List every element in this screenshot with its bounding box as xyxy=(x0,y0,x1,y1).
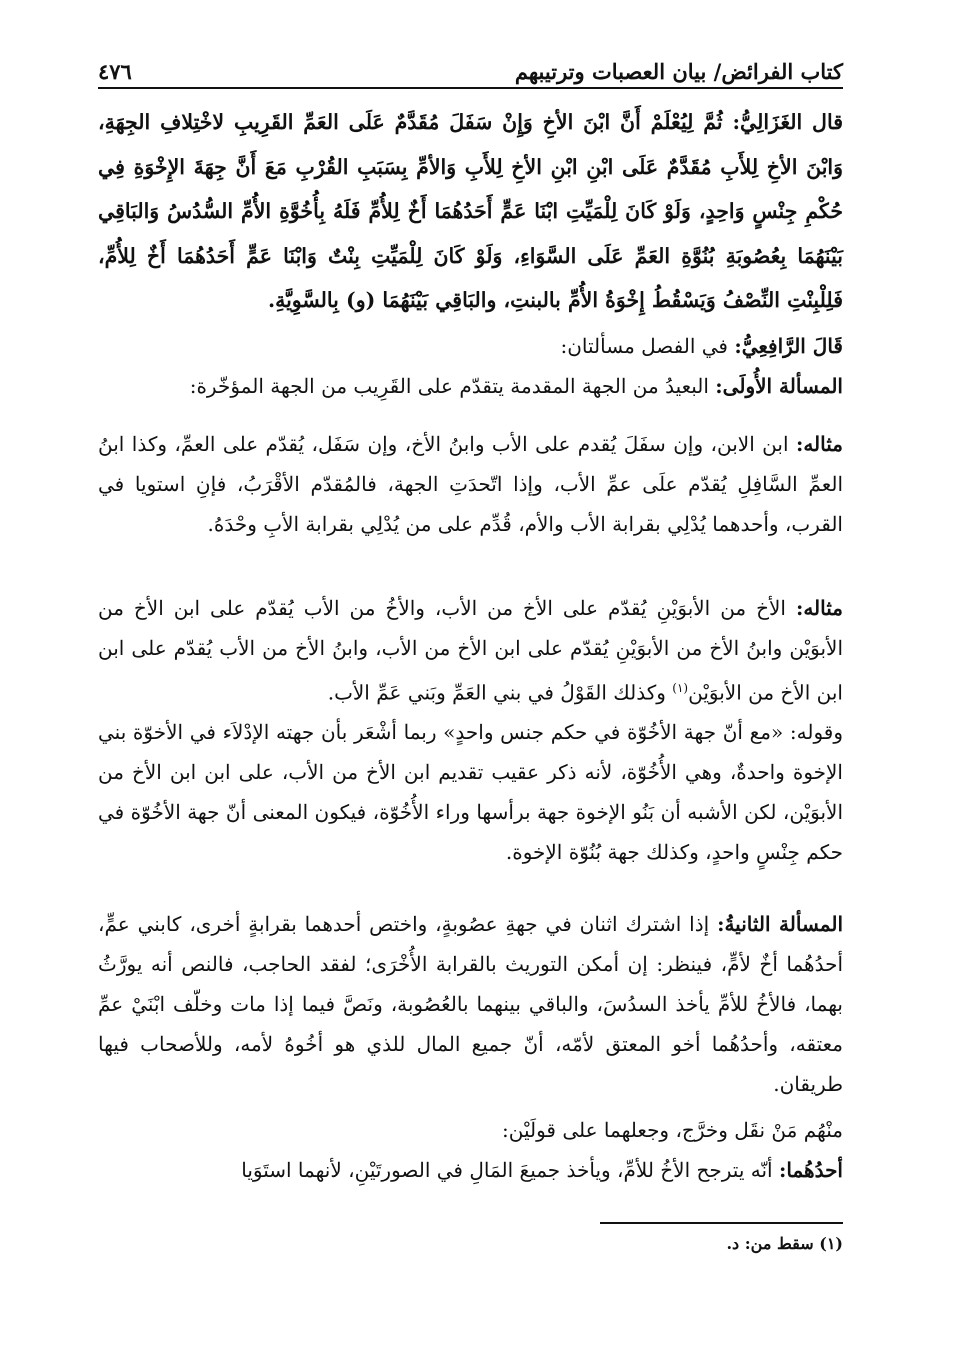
example-two xyxy=(98,588,843,713)
running-title: كتاب الفرائض/ بيان العصبات وترتيبهم xyxy=(514,59,843,84)
example-one-lead: مثاله: xyxy=(795,432,843,456)
scholars-line xyxy=(98,1110,843,1150)
second-issue-lead: المسألة الثانيةُ: xyxy=(717,912,844,936)
commentary-paragraph xyxy=(98,712,843,872)
second-issue-text: إذا اشترك اثنان في جهةِ عصُوبةٍ، واختص أحدهما بقرابةٍ أخرى، كابني عمٍّ، أحدُهُما أخٌ لأمٍّ، فينظر: إن أمكن التوريث بالقرابة الأُخْرَى؛ لفقد الحاجب، فالنص أنه يورَّثُ بهما، فالأخُ للأمِّ يأخذ السدُسَ، والباقي بينهما بالعُصُوبة، ونَصَّ فيما إذا مات وخلّف ابْنَيْ عمِّ معتقه، وأحدُهُما أخو المعتق لأمّه، أنّ جميع المال للذي هو أخُوهُ لأمه، وللأصحاب فيها طريقان. xyxy=(98,912,843,1096)
second-issue xyxy=(98,904,843,1104)
intro-text: في الفصل مسألتان: xyxy=(560,334,728,358)
example-one xyxy=(98,424,843,544)
rafii-intro xyxy=(98,326,843,366)
first-issue xyxy=(98,366,843,406)
first-issue-lead: المسألة الأُولَى: xyxy=(715,374,843,398)
footnote-reference[interactable]: (١) xyxy=(672,681,689,695)
first-opinion xyxy=(98,1150,843,1190)
first-issue-text: البعيدُ من الجهة المقدمة يتقدّم على القَرِيب من الجهة المؤخّرة: xyxy=(189,374,709,398)
header-divider xyxy=(98,87,843,89)
footnote xyxy=(600,1234,843,1253)
page-number: ٤٧٦ xyxy=(98,59,132,84)
ghazali-quote xyxy=(98,100,843,323)
footnote-divider xyxy=(600,1222,843,1224)
first-opinion-text: أنّه يترجح الأخُ للأمِّ، ويأخذ جميعَ المَالِ في الصورتَيْنِ، لأنهما استَوَيا xyxy=(241,1158,773,1182)
intro-lead: قَالَ الرَّافِعِيُّ: xyxy=(734,334,843,358)
page-header xyxy=(98,40,843,84)
example-one-text: ابن الابن، وإن سفَلَ يُقدم على الأب وابنُ الأخ، وإن سَفَل، يُقدّم على العمِّ، وكذا ابنُ العمِّ السَّافِلِ يُقدّم علَى عمِّ الأب، وإذا اتّحدَتِ الجهة، فالمُقدّم الأقْرَبُ، فإنِ استويا في القرب، وأحدهما يُدْلِي بقرابة الأب والأم، قُدِّم على من يُدْلِي بقرابة الأبِ وحْدَهُ. xyxy=(98,432,843,536)
example-two-lead: مثاله: xyxy=(795,596,843,620)
footnote-marker: (١) xyxy=(819,1234,843,1253)
footnote-text: سقط من: د. xyxy=(726,1234,814,1253)
quote-text: ثُمَّ لِيُعْلَمْ أَنَّ ابْنَ الأخِ وَإِنْ سَفَلَ مُقَدَّمٌ عَلَى العَمِّ القَرِيبِ لاخْتِلافِ الجِهَةِ، وَابْنَ الأخِ لِلأَبِ مُقَدَّمٌ عَلَى ابْنِ ابْنِ الأخِ لِلأَبِ وَالأمِّ بِسَبَبِ القُرْبِ مَعَ أَنَّ جِهَةَ الإِخْوَةِ فِي حُكْمِ جِنْسٍ وَاحِدٍ، وَلَوْ كَانَ لِلْمَيِّتِ ابْنَا عَمٍّ أَحَدُهُمَا أَخٌ لِلأُمِّ فَلَهُ بِأُخُوَّةِ الأُمِّ السُّدُسُ وَالبَاقِي بَيْنَهُمَا بِعُصُوبَةِ بُنُوَّةِ العَمِّ عَلَى السَّوَاءِ، وَلَوْ كَانَ لِلْمَيِّتِ بِنْتٌ وَابْنَا عَمٍّ أَحَدُهُمَا أَخٌ لِلأُمِّ، فَلِلْبِنْتِ النِّصْفُ وَيَسْقُطُ إِخْوَةُ الأُمِّ بالبنتِ، والبَاقِي بَيْنَهُمَا (و) بِالسَّوِيَّةِ. xyxy=(98,110,843,312)
example-two-text-after: وكذلك القَوْلُ في بني العَمِّ وبَني عَمِّ الأب. xyxy=(327,680,666,705)
scholars-text: منْهُم مَنْ نقَل وخرَّج، وجعلهما على قولَيْن: xyxy=(502,1118,843,1142)
example-two-text-before: الأخ من الأبوَيْنِ يُقدّم على الأخ من الأب، والأخُ من الأب يُقدّم على ابن الأخ من الأبوَيْن وابنُ الأخ من الأبوَيْنِ يُقدّم على ابن الأخ من الأب، وابنُ الأخ من الأب يُقدّم على ابن ابن الأخ من الأبوَيْن xyxy=(98,596,843,705)
commentary-text: وقوله: «مع أنّ جهة الأخُوّة في حكم جنس واحدٍ» ربما أشْعَر بأن جهته الإدْلاَء في الأخوّة بني الإخوة واحدةٌ، وهي الأُخُوّة، لأنه ذكر عقيب تقديم ابن الأخ من الأب، على ابن ابن الأخ من الأبوَيْن، لكن الأشبه أن بَنُو الإخوة جهة برأسها وراء الأُخُوّة، فيكون المعنى أنّ جهة الأخُوّة في حكم جِنْسٍ واحدٍ، وكذلك جهة بُنُوّة الإخوة. xyxy=(98,720,843,864)
first-opinion-lead: أحدُهُما: xyxy=(778,1158,843,1182)
quote-lead: قال الغَزَالِيُّ: xyxy=(732,110,843,134)
